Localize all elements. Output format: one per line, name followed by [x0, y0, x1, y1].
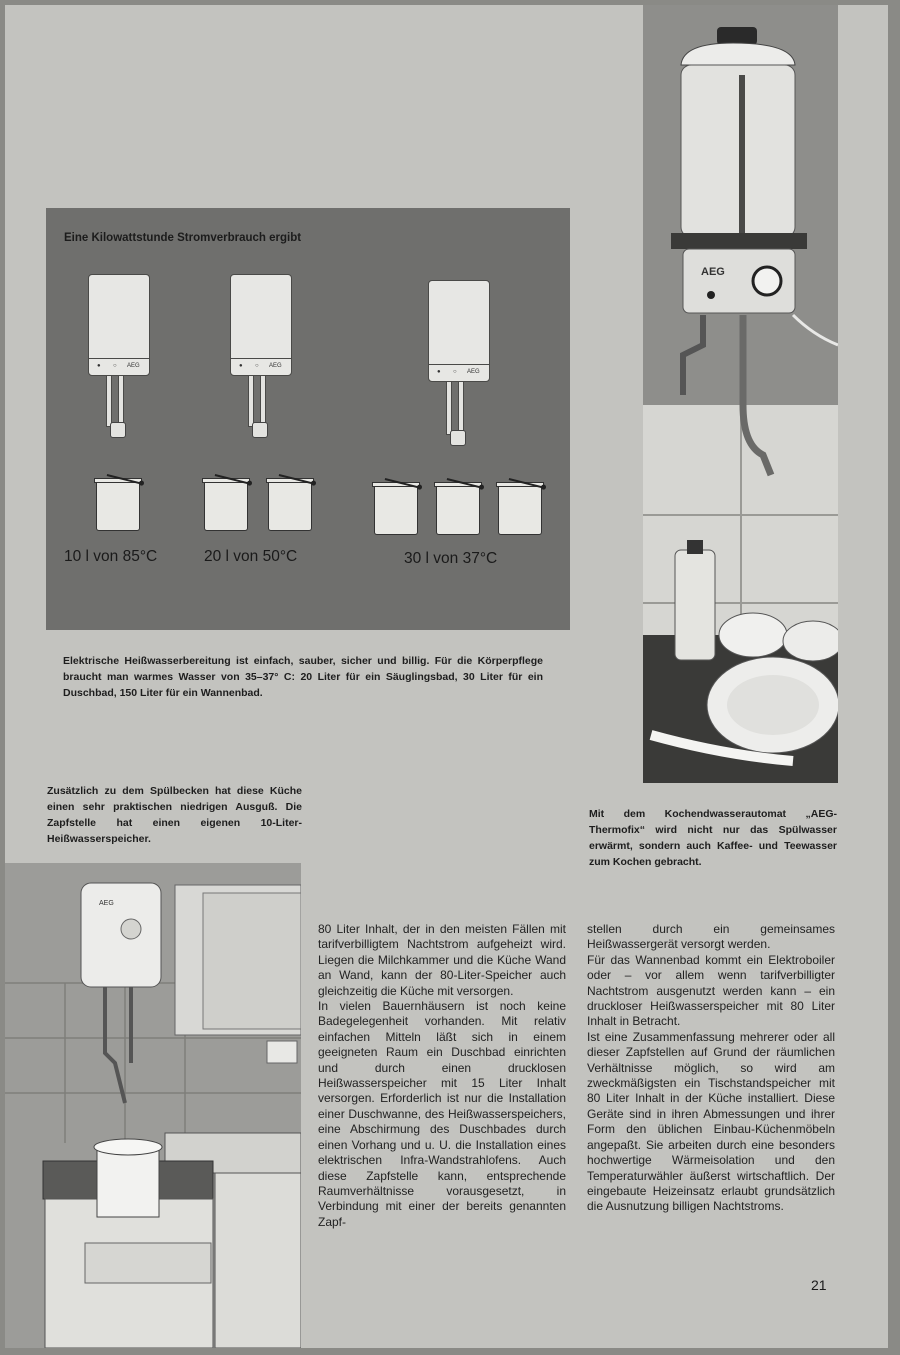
bucket-2-1 — [204, 480, 248, 531]
label-group-1: 10 l von 85°C — [64, 548, 158, 565]
column2-paragraph-1: stellen durch ein gemeinsames Heißwassergerät versorgt werden. — [587, 922, 835, 952]
thermofix-caption: Mit dem Kochendwasserautomat „AEG-Thermofix“ wird nicht nur das Spülwasser erwärmt, sondern auch Kaffee- und Teewasser zum Kochen gebracht. — [589, 808, 837, 868]
bucket-3-2 — [436, 484, 480, 535]
column1-paragraph-2: In vielen Bauernhäusern ist noch keine Badegelegenheit vorhanden. Mit relativ einfachen Mitteln läßt sich in einem geeigneten Raum ein Duschbad einrichten und durch einen drucklosen Heißwasserspeicher mit 15 Liter Inhalt versorgen. Erforderlich ist nur die Installation einer Duschwanne, des Heißwasserspeichers, eine Abschirmung des Duschbades durch einen Vorhang und u. U. die Installation eines elektrischen Infra-Wandstrahlofens. Auch diese Zapfstelle kann, entsprechende Raumverhältnisse vorausgesetzt, in Verbindung mit einer der bereits genannten Zapf- — [318, 999, 566, 1229]
tap-3 — [450, 430, 466, 446]
tap-1 — [110, 422, 126, 438]
bucket-1-1 — [96, 480, 140, 531]
tap-2 — [252, 422, 268, 438]
page — [5, 5, 888, 1348]
bucket-2-2 — [268, 480, 312, 531]
kitchen-heater-brand: AEG — [99, 900, 114, 907]
kitchen-caption: Zusätzlich zu dem Spülbecken hat diese Küche einen sehr praktischen niedrigen Ausguß. Die Zapfstelle hat einen eigenen 10-Liter-Heißwasserspeicher. — [47, 785, 302, 845]
infographic-caption: Elektrische Heißwasserbereitung ist einfach, sauber, sicher und billig. Für die Körperpflege braucht man warmes Wasser von 35–37° C: 20 Liter für ein Säuglingsbad, 30 Liter für ein Duschbad, 150 Liter für ein Wannenbad. — [63, 655, 543, 699]
label-group-3: 30 l von 37°C — [404, 550, 498, 567]
column2-paragraph-2: Für das Wannenbad kommt ein Elektroboiler oder – vor allem wenn tarifverbilligter Nachtstrom ausgenutzt werden kann – ein druckloser Heißwasserspeicher mit 80 Liter Inhalt in Betracht. — [587, 952, 835, 1029]
label-group-2: 20 l von 50°C — [204, 548, 298, 565]
infographic-panel — [46, 208, 570, 630]
thermofix-photo — [643, 5, 838, 783]
water-heater-3: ● ○ AEG — [428, 280, 490, 382]
body-column-2 — [587, 922, 835, 1215]
kitchen-photo — [5, 863, 301, 1348]
infographic-title: Eine Kilowattstunde Stromverbrauch ergibt — [64, 232, 302, 244]
column2-paragraph-3: Ist eine Zusammenfassung mehrerer oder all dieser Zapfstellen auf Grund der räumlichen Verhältnisse möglich, so wird am zweckmäßigsten ein Tischstandspeicher mit 80 Liter Inhalt in der Küche installiert. Diese Geräte sind in ihren Abmessungen und ihrer Form den üblichen Einbau-Küchenmöbeln angepaßt. Sie arbeiten durch eine besonders hochwertige Wärmeisolation und den Temperaturwähler äußerst wirtschaftlich. Der eingebaute Heizeinsatz erlaubt grundsätzlich die Ausnutzung billigen Nachtstroms. — [587, 1029, 835, 1214]
page-number: 21 — [811, 1277, 827, 1293]
column1-paragraph-1: 80 Liter Inhalt, der in den meisten Fällen mit tarifverbilligtem Nachtstrom aufgeheizt wird. Liegen die Milchkammer und die Küche Wand an Wand, kann der 80-Liter-Speicher auch gleichzeitig die Küche mit versorgen. — [318, 922, 566, 998]
water-heater-1: ● ○ AEG — [88, 274, 150, 376]
bucket-3-1 — [374, 484, 418, 535]
thermofix-brand: AEG — [701, 266, 725, 278]
bucket-3-3 — [498, 484, 542, 535]
body-column-1 — [318, 922, 566, 1230]
water-heater-2: ● ○ AEG — [230, 274, 292, 376]
